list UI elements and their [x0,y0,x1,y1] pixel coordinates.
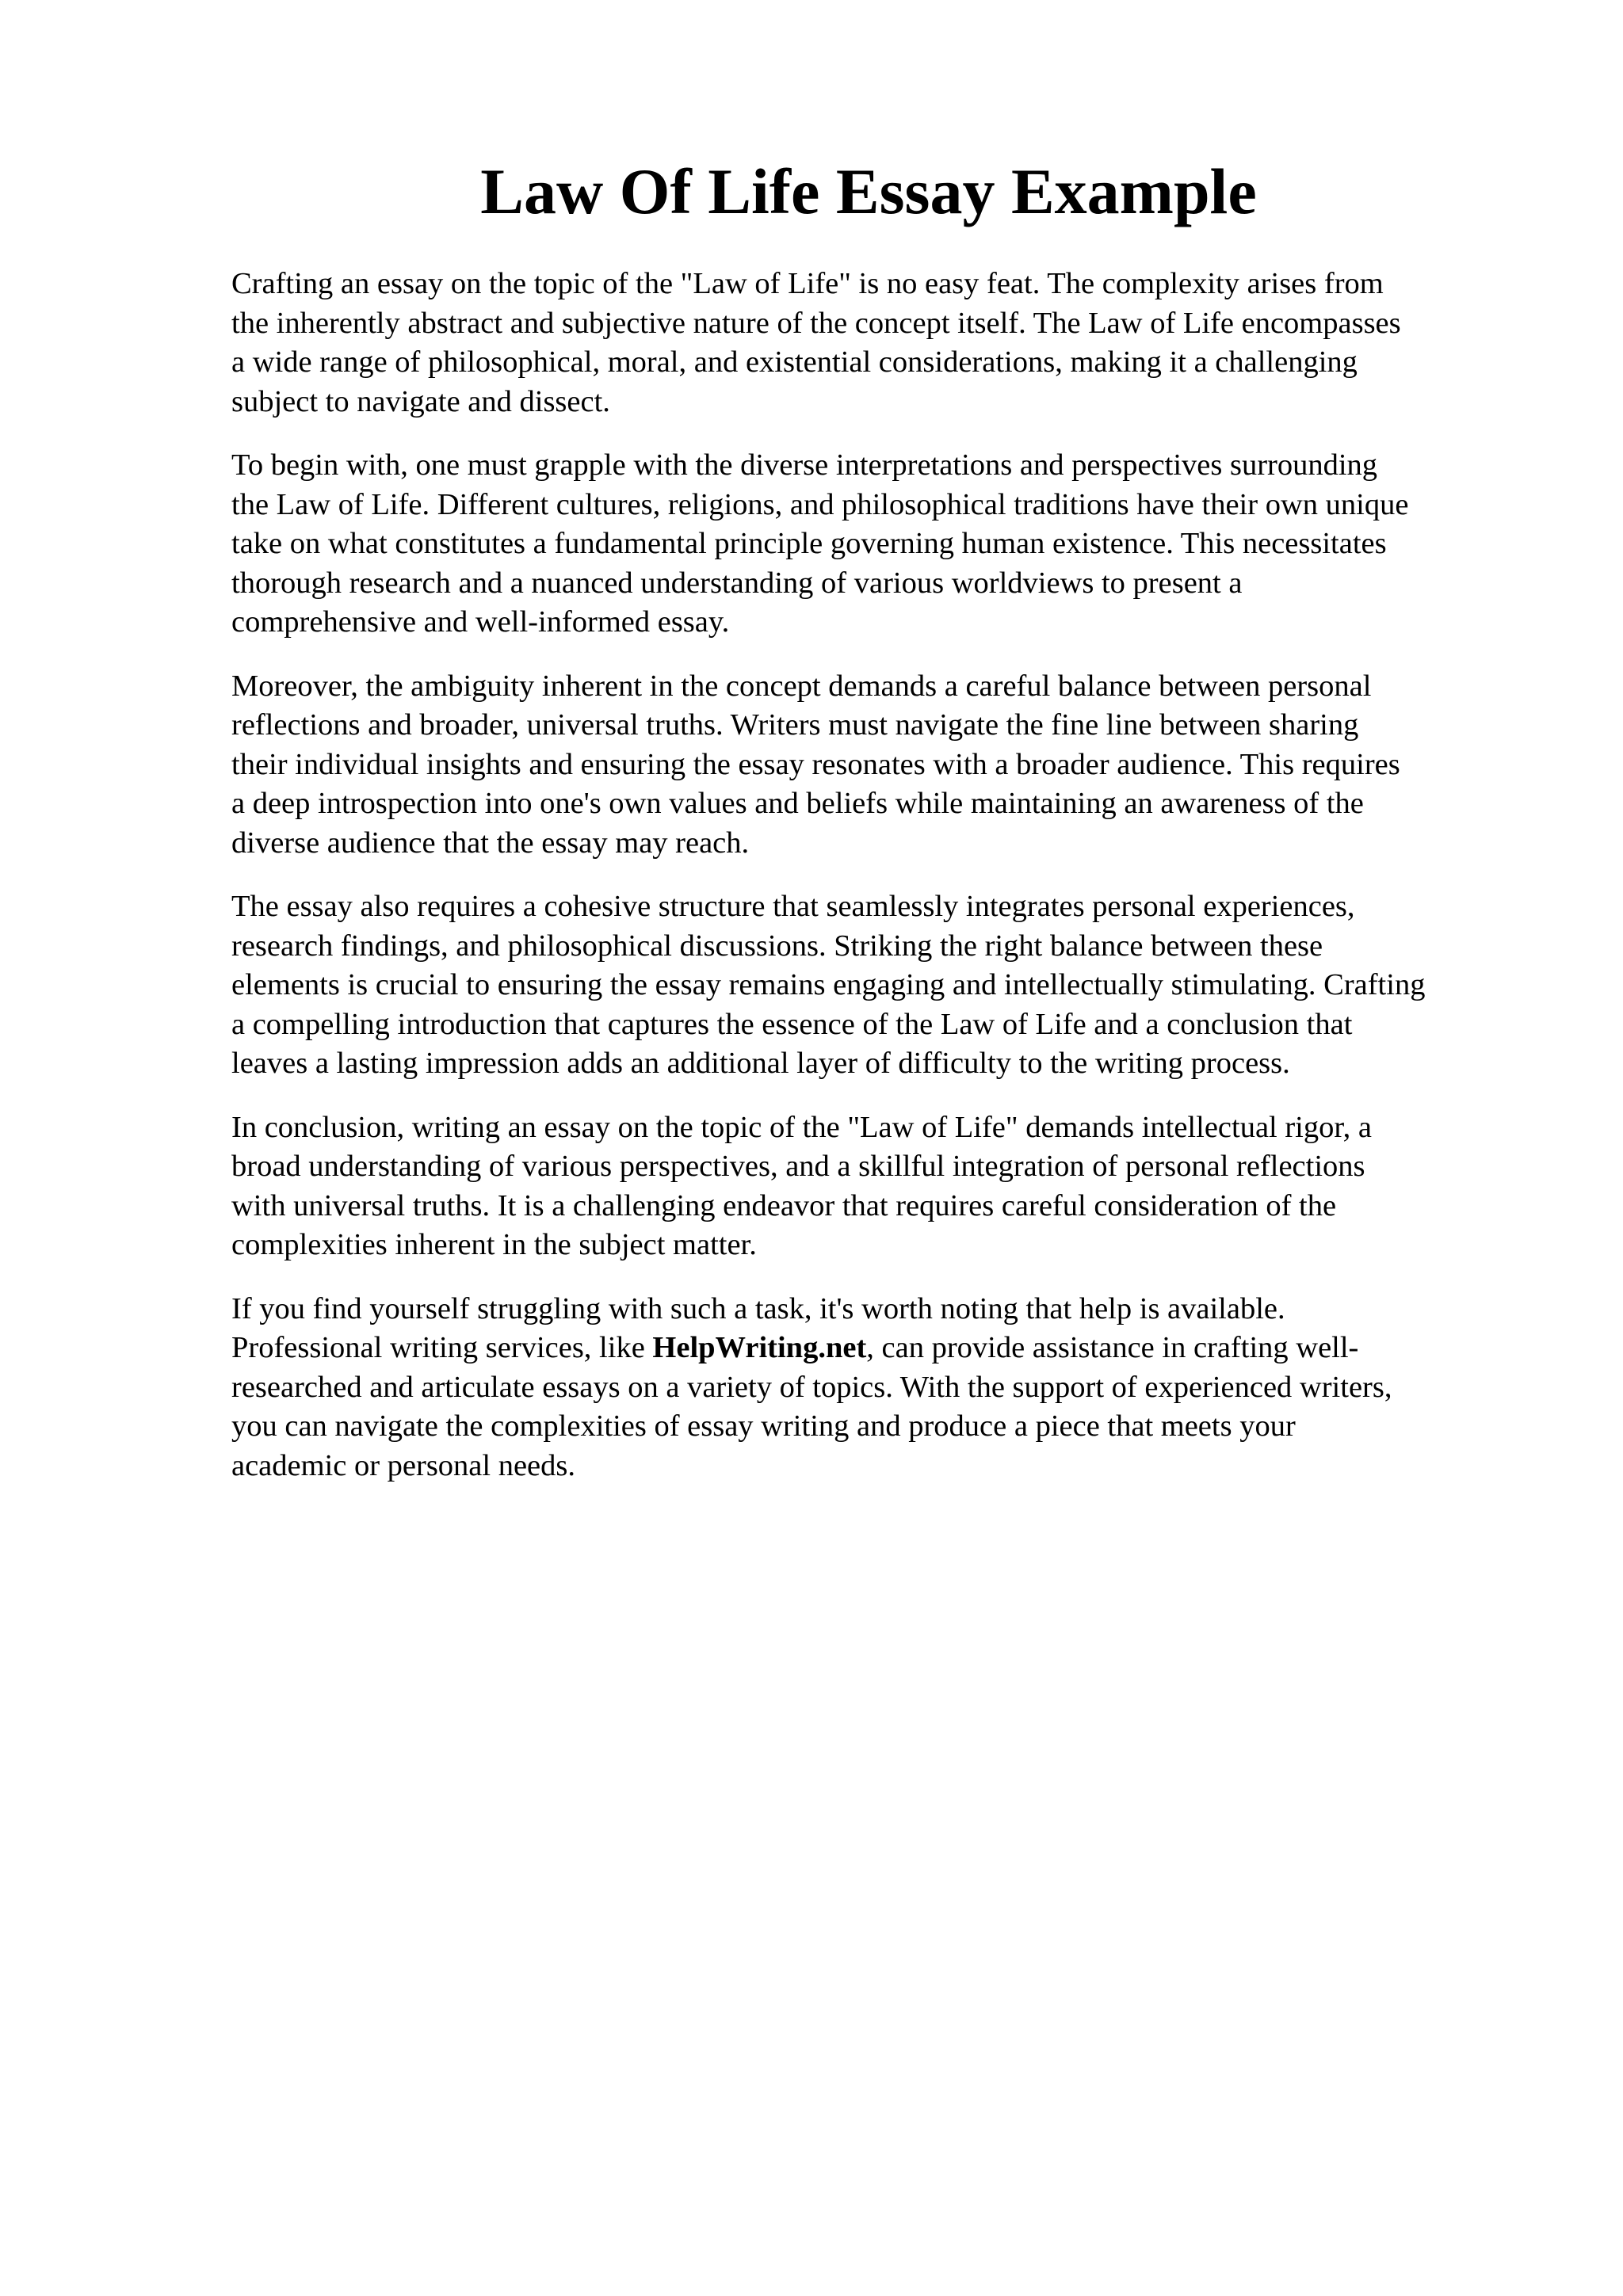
paragraph-line: a wide range of philosophical, moral, and existential considerations, making it a challenging [231,345,1358,379]
paragraph-line: researched and articulate essays on a variety of topics. With the support of experienced writers, [231,1370,1392,1404]
paragraph-1 [231,265,1539,421]
paragraph-line: diverse audience that the essay may reach. [231,826,750,860]
paragraph-line: If you find yourself struggling with such a task, it's worth noting that help is available. [231,1291,1285,1325]
page-title: Law Of Life Essay Example [480,155,1257,227]
essay-body [231,265,1539,1510]
paragraph-line: a deep introspection into one's own values and beliefs while maintaining an awareness of the [231,787,1364,820]
paragraph-4 [231,887,1539,1084]
paragraph-line: subject to navigate and dissect. [231,384,610,418]
helpwriting-link[interactable]: HelpWriting.net [652,1331,867,1364]
paragraph-3 [231,667,1539,864]
paragraph-line: with universal truths. It is a challenging endeavor that requires careful consideration of the [231,1188,1337,1222]
paragraph-line: their individual insights and ensuring the essay resonates with a broader audience. This requires [231,747,1400,781]
paragraph-line: take on what constitutes a fundamental principle governing human existence. This necessitates [231,527,1387,560]
paragraph-line: thorough research and a nuanced understanding of various worldviews to present a [231,566,1243,600]
closing-text-before: Professional writing services, like [231,1331,653,1364]
paragraph-line: complexities inherent in the subject matter. [231,1228,757,1261]
paragraph-line [231,1329,1539,1368]
paragraph-line: leaves a lasting impression adds an additional layer of difficulty to the writing process. [231,1047,1290,1080]
closing-text-after: , can provide assistance in crafting well- [866,1331,1359,1364]
paragraph-line: reflections and broader, universal truths. Writers must navigate the fine line between sharing [231,708,1359,742]
paragraph-line: you can navigate the complexities of essay writing and produce a piece that meets your [231,1409,1296,1443]
paragraph-line: Crafting an essay on the topic of the "Law of Life" is no easy feat. The complexity arises from [231,267,1384,300]
paragraph-line: In conclusion, writing an essay on the topic of the "Law of Life" demands intellectual rigor, a [231,1110,1372,1144]
paragraph-line: broad understanding of various perspectives, and a skillful integration of personal reflections [231,1150,1365,1183]
paragraph-line: The essay also requires a cohesive structure that seamlessly integrates personal experiences, [231,890,1355,923]
paragraph-2 [231,446,1539,643]
paragraph-line: a compelling introduction that captures the essence of the Law of Life and a conclusion that [231,1007,1353,1041]
paragraph-line: the inherently abstract and subjective nature of the concept itself. The Law of Life encompasses [231,306,1401,340]
paragraph-line: To begin with, one must grapple with the diverse interpretations and perspectives surrounding [231,448,1378,482]
paragraph-line: elements is crucial to ensuring the essay remains engaging and intellectually stimulating. Crafting [231,968,1426,1001]
paragraph-line: comprehensive and well-informed essay. [231,605,730,639]
paragraph-line: the Law of Life. Different cultures, religions, and philosophical traditions have their own unique [231,487,1409,521]
paragraph-line: Moreover, the ambiguity inherent in the concept demands a careful balance between personal [231,669,1372,703]
paragraph-5 [231,1108,1539,1265]
paragraph-line: academic or personal needs. [231,1448,575,1482]
paragraph-line: research findings, and philosophical discussions. Striking the right balance between these [231,929,1323,963]
paragraph-closing [231,1290,1539,1486]
